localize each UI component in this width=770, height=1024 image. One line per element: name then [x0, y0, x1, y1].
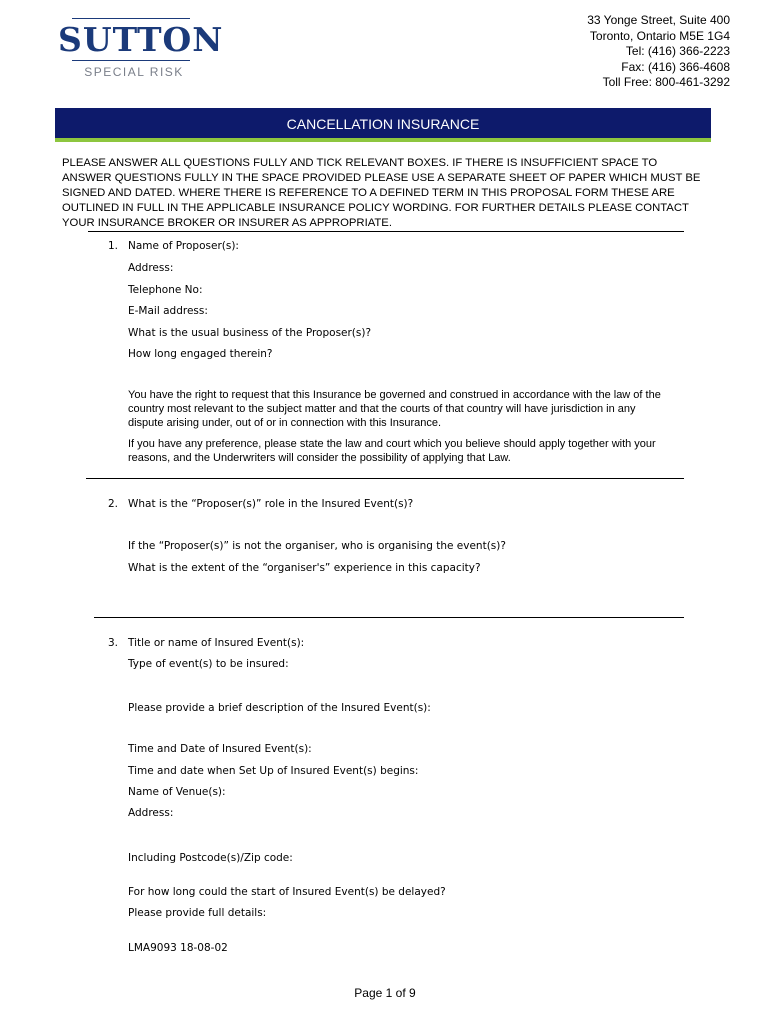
- logo-top-rule: [72, 18, 190, 19]
- logo-bottom-rule: [72, 60, 190, 61]
- postcode-label: Including Postcode(s)/Zip code:: [128, 852, 293, 864]
- address-street: 33 Yonge Street, Suite 400: [587, 13, 730, 27]
- setup-time-label: Time and date when Set Up of Insured Event(s) begins:: [128, 765, 419, 777]
- section-1-number: 1.: [108, 240, 119, 252]
- address-city: Toronto, Ontario M5E 1G4: [589, 28, 730, 43]
- delay-label: For how long could the start of Insured Event(s) be delayed?: [128, 886, 446, 898]
- full-details-label: Please provide full details:: [128, 907, 267, 919]
- event-description-label: Please provide a brief description of the Insured Event(s):: [128, 702, 431, 714]
- event-type-label: Type of event(s) to be insured:: [128, 658, 289, 670]
- address-tel: Tel: (416) 366-2223: [625, 44, 730, 58]
- venue-address-label: Address:: [128, 807, 174, 819]
- organiser-label: If the “Proposer(s)” is not the organiser, who is organising the event(s)?: [128, 540, 506, 552]
- governing-law-paragraph: You have the right to request that this Insurance be governed and construed in accordance with the law of the country most relevant to the subject matter and that the courts of that country will have jurisdiction in any dispute arising under, out of or in connection with this Insurance.: [128, 389, 661, 429]
- proposer-name-label: Name of Proposer(s):: [128, 240, 239, 252]
- proposer-role-label: What is the “Proposer(s)” role in the Insured Event(s)?: [128, 498, 414, 510]
- address-fax: Fax: (416) 366-4608: [621, 59, 730, 74]
- event-title-label: Title or name of Insured Event(s):: [128, 637, 305, 649]
- divider: [94, 617, 684, 618]
- sutton-logo: [58, 18, 224, 79]
- logo-wordmark: SUTTON: [58, 20, 224, 59]
- divider: [88, 231, 684, 232]
- page-number: Page 1 of 9: [354, 986, 416, 1000]
- usual-business-label: What is the usual business of the Proposer(s)?: [128, 327, 372, 339]
- form-code: LMA9093 18-08-02: [128, 942, 228, 954]
- telephone-label: Telephone No:: [128, 284, 203, 296]
- instructions-text: PLEASE ANSWER ALL QUESTIONS FULLY AND TICK RELEVANT BOXES. IF THERE IS INSUFFICIENT SPACE TO ANSWER QUESTIONS FULLY IN THE SPACE PROVIDED PLEASE USE A SEPARATE SHEET OF PAPER WHICH MUST BE SIGNED AND DATED. WHERE THERE IS REFERENCE TO A DEFINED TERM IN THIS PROPOSAL FORM THESE ARE OUTLINED IN FULL IN THE APPLICABLE INSURANCE POLICY WORDING. FOR FURTHER DETAILS PLEASE CONTACT YOUR INSURANCE BROKER OR INSURER AS APPROPRIATE.: [62, 157, 701, 229]
- proposer-address-label: Address:: [128, 262, 174, 274]
- address-tollfree: Toll Free: 800-461-3292: [602, 75, 730, 89]
- form-title-banner: CANCELLATION INSURANCE: [55, 108, 711, 142]
- organiser-experience-label: What is the extent of the “organiser's” experience in this capacity?: [128, 562, 481, 574]
- law-preference-paragraph: If you have any preference, please state the law and court which you believe should apply together with your reasons, and the Underwriters will consider the possibility of applying that Law.: [128, 438, 656, 464]
- company-address: [587, 13, 730, 91]
- email-label: E-Mail address:: [128, 305, 208, 317]
- how-long-label: How long engaged therein?: [128, 348, 273, 360]
- logo-subtitle: SPECIAL RISK: [84, 65, 184, 79]
- section-3-number: 3.: [108, 637, 119, 649]
- divider: [86, 478, 684, 479]
- event-time-date-label: Time and Date of Insured Event(s):: [128, 743, 312, 755]
- venue-name-label: Name of Venue(s):: [128, 786, 226, 798]
- section-2-number: 2.: [108, 498, 119, 510]
